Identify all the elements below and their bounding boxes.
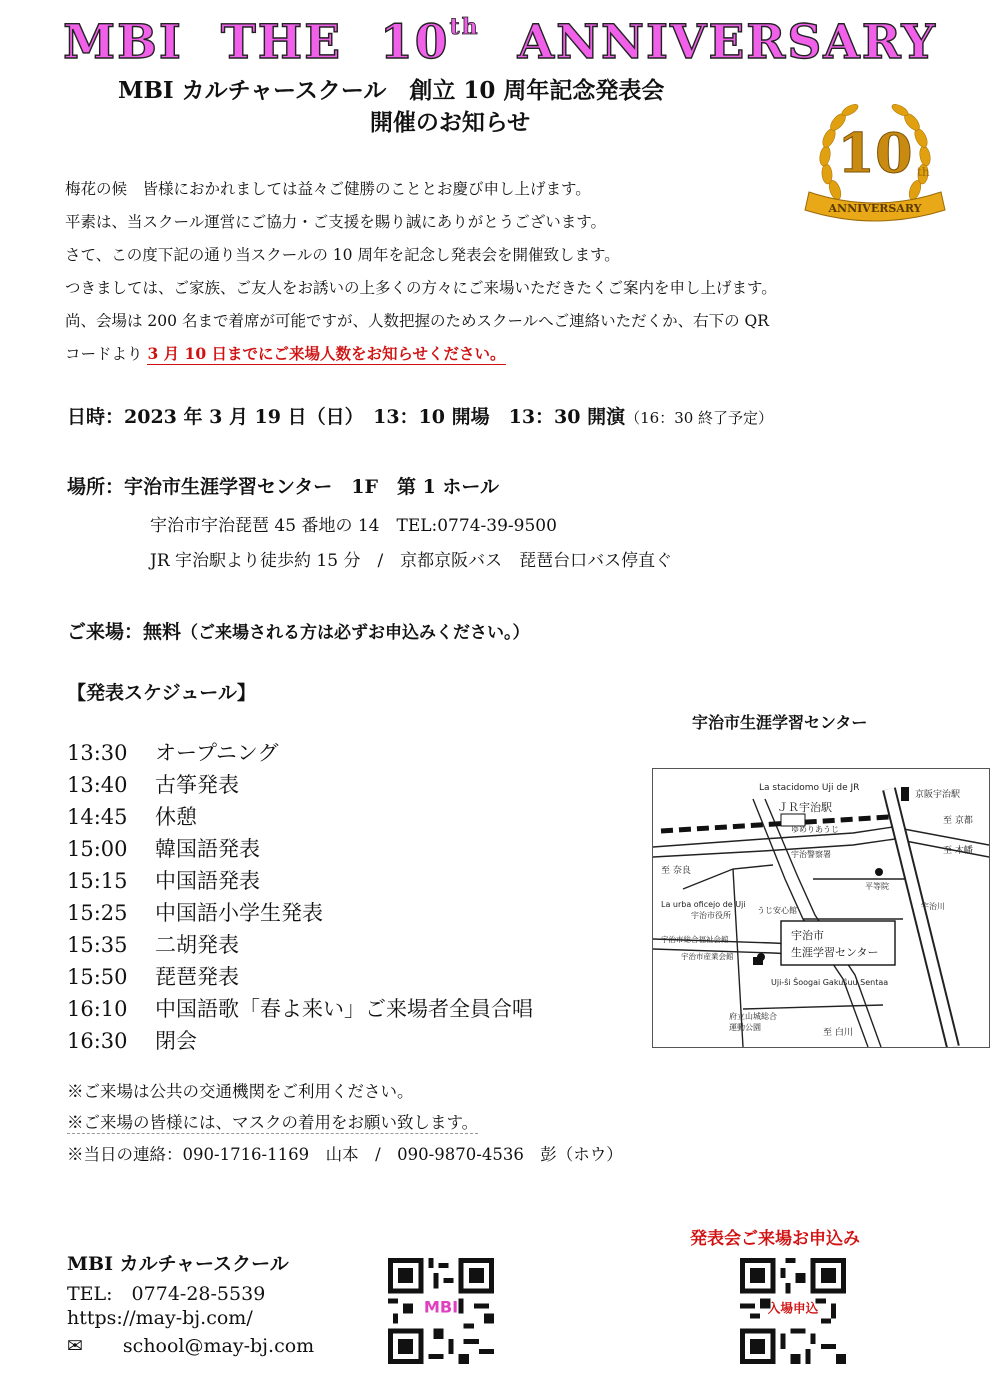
svg-text:ゆめりあうじ: ゆめりあうじ <box>791 825 839 834</box>
venue-access: JR 宇治駅より徒歩約 15 分 / 京都京阪バス 琵琶台口バス停直ぐ <box>150 551 673 571</box>
rsvp-deadline: 3 月 10 日までにご来場人数をお知らせください。 <box>147 344 506 363</box>
venue-address: 宇治市宇治琵琶 45 番地の 14 TEL:0774-39-9500 <box>150 516 557 536</box>
svg-text:入場申込: 入場申込 <box>767 1300 819 1316</box>
svg-text:MBI: MBI <box>423 1297 459 1317</box>
map-drawing <box>653 769 989 1047</box>
schedule-row: 16:30 閉会 <box>67 1029 197 1053</box>
svg-text:宇治市役所: 宇治市役所 <box>691 911 731 920</box>
svg-text:ＪＲ宇治駅: ＪＲ宇治駅 <box>777 801 832 814</box>
intro-line-6: コードより 3 月 10 日までにご来場人数をお知らせください。 <box>65 344 506 363</box>
intro-line-3: さて、この度下記の通り当スクールの 10 周年を記念し発表会を開催致します。 <box>65 246 620 264</box>
svg-text:宇治市: 宇治市 <box>791 929 824 942</box>
schedule-title: 【発表スケジュール】 <box>67 682 256 704</box>
svg-text:生涯学習センター: 生涯学習センター <box>791 946 879 959</box>
registration-title: 発表会ご来場お申込み <box>690 1229 860 1249</box>
svg-text:La stacidomo Uji de JR: La stacidomo Uji de JR <box>759 783 860 793</box>
schedule-row: 15:35 二胡発表 <box>67 933 239 957</box>
svg-text:La urba oficejo de Uji: La urba oficejo de Uji <box>661 900 746 909</box>
svg-text:宇治市総合福祉会館: 宇治市総合福祉会館 <box>661 935 729 944</box>
svg-text:運動公園: 運動公園 <box>729 1023 761 1032</box>
svg-text:府立山城総合: 府立山城総合 <box>729 1012 777 1021</box>
note-contact: ※当日の連絡：090-1716-1169 山本 / 090-9870-4536 彭（ホウ） <box>67 1145 623 1164</box>
school-email[interactable]: ✉ school@may-bj.com <box>67 1335 315 1357</box>
mail-icon: ✉ <box>67 1335 83 1357</box>
schedule-row: 15:00 韓国語発表 <box>67 837 260 861</box>
schedule-row: 14:45 休憩 <box>67 805 197 829</box>
venue-map <box>652 768 990 1048</box>
note-mask: ※ご来場の皆様には、マスクの着用をお願い致します。 <box>67 1109 478 1134</box>
schedule-row: 15:50 琵琶発表 <box>67 965 239 989</box>
intro-line-2: 平素は、当スクール運営にご協力・ご支援を賜り誠にありがとうございます。 <box>65 213 606 231</box>
svg-text:宇治警察署: 宇治警察署 <box>791 850 831 859</box>
school-qr-code[interactable] <box>388 1258 494 1364</box>
school-url[interactable]: https://may-bj.com/ <box>67 1307 253 1329</box>
qr-code-icon <box>388 1258 494 1364</box>
schedule-row: 13:30 オープニング <box>67 741 279 765</box>
note-transport: ※ご来場は公共の交通機関をご利用ください。 <box>67 1082 414 1101</box>
event-datetime: 日時：2023 年 3 月 19 日（日） 13：10 開場 13：30 開演（16：30 終了予定） <box>67 406 774 428</box>
svg-text:至 木幡: 至 木幡 <box>943 846 973 856</box>
event-subtitle-2: 開催のお知らせ <box>369 109 531 136</box>
intro-line-4: つきましては、ご家族、ご友人をお誘いの上多くの方々にご来場いただきたくご案内を申し上げます。 <box>65 279 777 297</box>
svg-text:宇治市産業会館: 宇治市産業会館 <box>681 952 734 961</box>
svg-text:至 京都: 至 京都 <box>943 816 973 826</box>
svg-text:宇治川: 宇治川 <box>921 902 945 911</box>
svg-text:京阪宇治駅: 京阪宇治駅 <box>915 790 961 800</box>
svg-text:Uji-ŝi Ŝoogai Gakuŝuu Sentaa: Uji-ŝi Ŝoogai Gakuŝuu Sentaa <box>771 978 889 987</box>
schedule-row: 13:40 古筝発表 <box>67 773 239 797</box>
admission: ご来場：無料（ご来場される方は必ずお申込みください。） <box>67 621 530 643</box>
schedule-list <box>67 737 533 1057</box>
anniversary-emblem <box>795 88 955 238</box>
schedule-row: 16:10 中国語歌「春よ来い」ご来場者全員合唱 <box>67 997 533 1021</box>
map-title: 宇治市生涯学習センター <box>692 713 868 732</box>
event-venue: 場所：宇治市生涯学習センター 1F 第 1 ホール <box>67 476 500 498</box>
event-subtitle: MBI カルチャースクール 創立 10 周年記念発表会 <box>118 77 665 104</box>
registration-qr-code[interactable] <box>740 1258 846 1364</box>
svg-text:平等院: 平等院 <box>865 882 889 891</box>
school-tel: TEL: 0774-28-5539 <box>67 1283 266 1305</box>
laurel-wreath-icon <box>795 88 955 238</box>
svg-text:ANNIVERSARY: ANNIVERSARY <box>828 202 922 215</box>
qr-code-icon <box>740 1258 846 1364</box>
intro-line-5: 尚、会場は 200 名まで着席が可能ですが、人数把握のためスクールへご連絡いただくか、右下の QR <box>65 312 769 330</box>
svg-text:うじ安心館: うじ安心館 <box>757 906 797 915</box>
svg-text:th: th <box>917 165 930 179</box>
schedule-row: 15:15 中国語発表 <box>67 869 260 893</box>
svg-text:10: 10 <box>837 121 913 185</box>
svg-text:至 白川: 至 白川 <box>823 1028 853 1038</box>
school-name: MBI カルチャースクール <box>67 1253 289 1275</box>
anniversary-banner: MBI THE 10th ANNIVERSARY <box>63 14 937 70</box>
intro-line-1: 梅花の候 皆様におかれましては益々ご健勝のこととお慶び申し上げます。 <box>65 180 591 198</box>
svg-text:至 奈良: 至 奈良 <box>661 866 691 876</box>
schedule-row: 15:25 中国語小学生発表 <box>67 901 323 925</box>
